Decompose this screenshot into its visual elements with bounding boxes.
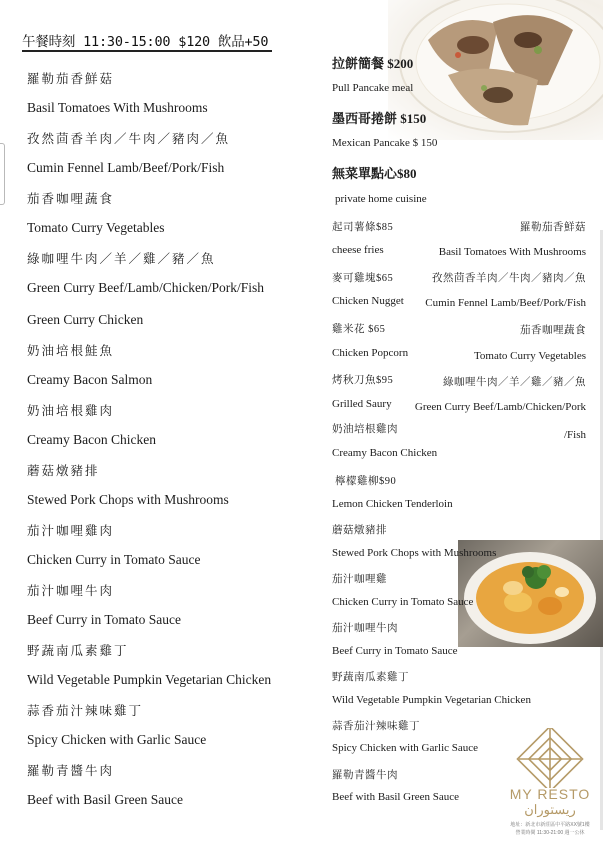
menu-item-en: Stewed Pork Chops with Mushrooms bbox=[27, 492, 229, 507]
side-item-zh: 孜然茴香羊肉／牛肉／豬肉／魚 bbox=[432, 273, 586, 284]
menu-item-zh: 羅勒茄香鮮菇 bbox=[27, 72, 115, 86]
menu-item-en: Chicken Curry in Tomato Sauce bbox=[27, 552, 201, 567]
menu-item-zh: 野蔬南瓜素雞丁 bbox=[27, 644, 129, 658]
snack-zh: 烤秋刀魚$95 bbox=[332, 375, 394, 386]
snack-zh: 雞米花 $65 bbox=[332, 324, 386, 335]
menu-item-zh: 野蔬南瓜素雞丁 bbox=[332, 672, 409, 683]
menu-item-en: Creamy Bacon Salmon bbox=[27, 372, 153, 387]
menu-item-zh: 茄汁咖哩雞 bbox=[332, 574, 387, 585]
menu-item-en: Creamy Bacon Chicken bbox=[27, 432, 156, 447]
header-underline bbox=[22, 50, 272, 52]
menu-item-en: Beef Curry in Tomato Sauce bbox=[332, 645, 458, 657]
side-item-zh: 綠咖哩牛肉／羊／雞／豬／魚 bbox=[443, 377, 586, 388]
menu-item-zh: 蘑菇燉豬排 bbox=[332, 525, 387, 536]
menu-item-zh: 蘑菇燉豬排 bbox=[27, 464, 100, 478]
menu-item-en: Basil Tomatoes With Mushrooms bbox=[27, 100, 208, 115]
side-item-en: Basil Tomatoes With Mushrooms bbox=[438, 246, 586, 258]
side-item-zh: 茄香咖哩蔬食 bbox=[520, 325, 586, 336]
menu-item-en: Lemon Chicken Tenderloin bbox=[332, 498, 453, 510]
menu-item-en: Wild Vegetable Pumpkin Vegetarian Chicken bbox=[27, 672, 272, 687]
menu-item-en: Spicy Chicken with Garlic Sauce bbox=[332, 742, 479, 754]
side-item-en-cont: /Fish bbox=[563, 429, 586, 441]
menu-item-en: Wild Vegetable Pumpkin Vegetarian Chicken bbox=[332, 694, 531, 706]
logo-footer-hours: 營業時間 11:30-21:00 週一公休 bbox=[515, 830, 585, 836]
pull-pancake-en: Pull Pancake meal bbox=[332, 82, 414, 94]
side-item-en: Tomato Curry Vegetables bbox=[473, 350, 586, 362]
lunch-header: 午餐時刻 11:30-15:00 $120 飲品+50 bbox=[22, 34, 269, 50]
menu-item-en: Spicy Chicken with Garlic Sauce bbox=[27, 732, 207, 747]
menu-item-en: Tomato Curry Vegetables bbox=[27, 220, 165, 235]
side-item-en: Cumin Fennel Lamb/Beef/Pork/Fish bbox=[425, 297, 586, 309]
menu-item-zh: 奶油培根鮭魚 bbox=[27, 344, 115, 358]
menu-item-zh: 羅勒青醬牛肉 bbox=[332, 770, 398, 781]
mexican-pancake-heading: 墨西哥捲餅 $150 bbox=[332, 111, 427, 126]
logo-footer-address: 地址：新北市新莊區中平路XX號1樓 bbox=[510, 822, 590, 828]
menu-item-zh: 綠咖哩牛肉／羊／雞／豬／魚 bbox=[27, 252, 216, 266]
mexican-pancake-en: Mexican Pancake $ 150 bbox=[332, 137, 438, 149]
logo-name: MY RESTO bbox=[509, 786, 591, 802]
snack-en: Chicken Nugget bbox=[332, 295, 404, 307]
menu-item-en: Chicken Curry in Tomato Sauce bbox=[332, 596, 474, 608]
side-item-zh: 羅勒茄香鮮菇 bbox=[520, 222, 586, 233]
menu-item-en: Creamy Bacon Chicken bbox=[332, 447, 438, 459]
snack-en: cheese fries bbox=[332, 244, 384, 256]
menu-item-zh: 奶油培根雞肉 bbox=[27, 404, 115, 418]
menu-item-zh: 羅勒青醬牛肉 bbox=[27, 764, 115, 778]
menu-item-zh: 茄汁咖哩雞肉 bbox=[27, 524, 115, 538]
pull-pancake-heading: 拉餅簡餐 $200 bbox=[332, 56, 414, 71]
menu-item-zh: 蒜香茄汁辣味雞丁 bbox=[27, 704, 144, 718]
snack-zh: 起司薯條$85 bbox=[332, 222, 394, 233]
menu-item-zh: 奶油培根雞肉 bbox=[332, 424, 398, 435]
menu-item-en: Beef with Basil Green Sauce bbox=[332, 791, 460, 803]
private-cuisine-heading: 無菜單點心$80 bbox=[332, 166, 417, 181]
snack-en: Grilled Saury bbox=[332, 398, 392, 410]
menu-item-en: Beef Curry in Tomato Sauce bbox=[27, 612, 182, 627]
menu-item-zh: 檸檬雞柳$90 bbox=[335, 476, 397, 487]
restaurant-logo bbox=[505, 728, 595, 840]
menu-item-zh: 孜然茴香羊肉／牛肉／豬肉／魚 bbox=[27, 132, 231, 146]
side-item-en: Green Curry Beef/Lamb/Chicken/Pork bbox=[414, 401, 586, 413]
menu-item-en: Stewed Pork Chops with Mushrooms bbox=[332, 547, 497, 559]
menu-item-en: Green Curry Chicken bbox=[27, 312, 144, 327]
logo-arabic: ريستوران bbox=[524, 802, 576, 817]
snack-zh: 麥可雞塊$65 bbox=[332, 273, 394, 284]
menu-item-en: Cumin Fennel Lamb/Beef/Pork/Fish bbox=[27, 160, 225, 175]
menu-item-zh: 茄香咖哩蔬食 bbox=[27, 192, 115, 206]
logo-emblem-icon bbox=[505, 728, 595, 788]
page-edge-mark bbox=[0, 143, 5, 205]
menu-item-zh: 茄汁咖哩牛肉 bbox=[27, 584, 115, 598]
menu-item-zh: 茄汁咖哩牛肉 bbox=[332, 623, 398, 634]
menu-item-en: Beef with Basil Green Sauce bbox=[27, 792, 183, 807]
private-cuisine-en: private home cuisine bbox=[335, 193, 427, 205]
menu-item-en: Green Curry Beef/Lamb/Chicken/Pork/Fish bbox=[27, 280, 264, 295]
snack-en: Chicken Popcorn bbox=[332, 347, 409, 359]
menu-item-zh: 蒜香茄汁辣味雞丁 bbox=[332, 721, 420, 732]
